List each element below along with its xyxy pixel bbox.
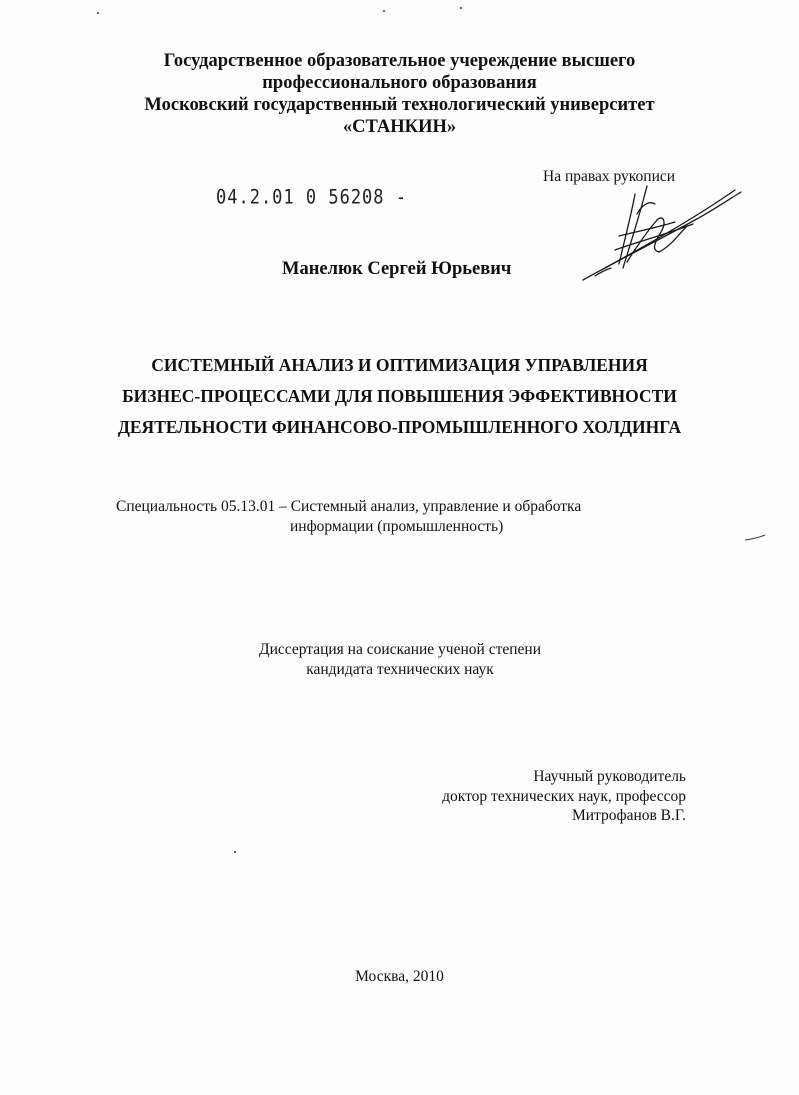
scan-speck <box>460 7 462 9</box>
pen-mark-icon <box>744 530 766 544</box>
institution-line-2: профессионального образования <box>262 73 537 93</box>
city-year: Москва, 2010 <box>355 968 444 985</box>
supervisor-block <box>442 767 686 826</box>
title-line-3: ДЕЯТЕЛЬНОСТИ ФИНАНСОВО-ПРОМЫШЛЕННОГО ХОЛДИНГА <box>117 417 682 437</box>
degree-statement <box>250 640 550 680</box>
rights-note: На правах рукописи <box>543 168 676 185</box>
title-line-2: БИЗНЕС-ПРОЦЕССАМИ ДЛЯ ПОВЫШЕНИЯ ЭФФЕКТИВНОСТИ <box>122 386 677 406</box>
specialty-line-1: Специальность 05.13.01 – Системный анализ, управление и обработка <box>116 498 582 515</box>
author-name: Манелюк Сергей Юрьевич <box>282 259 512 279</box>
scan-speck <box>383 10 385 12</box>
registration-stamp-code: 04.2.01 0 56208 - <box>216 186 407 209</box>
supervisor-role: Научный руководитель <box>533 768 686 785</box>
degree-line-1: Диссертация на соискание ученой степени <box>259 641 541 658</box>
title-line-1: СИСТЕМНЫЙ АНАЛИЗ И ОПТИМИЗАЦИЯ УПРАВЛЕНИЯ <box>151 355 648 375</box>
institution-line-1: Государственное образовательное учереждение высшего <box>163 51 636 71</box>
signature-icon <box>575 176 745 288</box>
dissertation-title <box>0 350 799 443</box>
scan-speck <box>97 12 99 14</box>
supervisor-degree: доктор технических наук, профессор <box>442 787 686 805</box>
degree-line-2: кандидата технических наук <box>306 661 494 678</box>
supervisor-name: Митрофанов В.Г. <box>571 807 686 824</box>
scan-speck <box>234 851 236 853</box>
institution-line-4: «СТАНКИН» <box>342 117 457 137</box>
specialty-block <box>116 497 581 537</box>
institution-header <box>0 50 799 138</box>
institution-line-3: Московский государственный технологический университет <box>144 95 655 115</box>
specialty-line-2: информации (промышленность) <box>290 518 504 535</box>
